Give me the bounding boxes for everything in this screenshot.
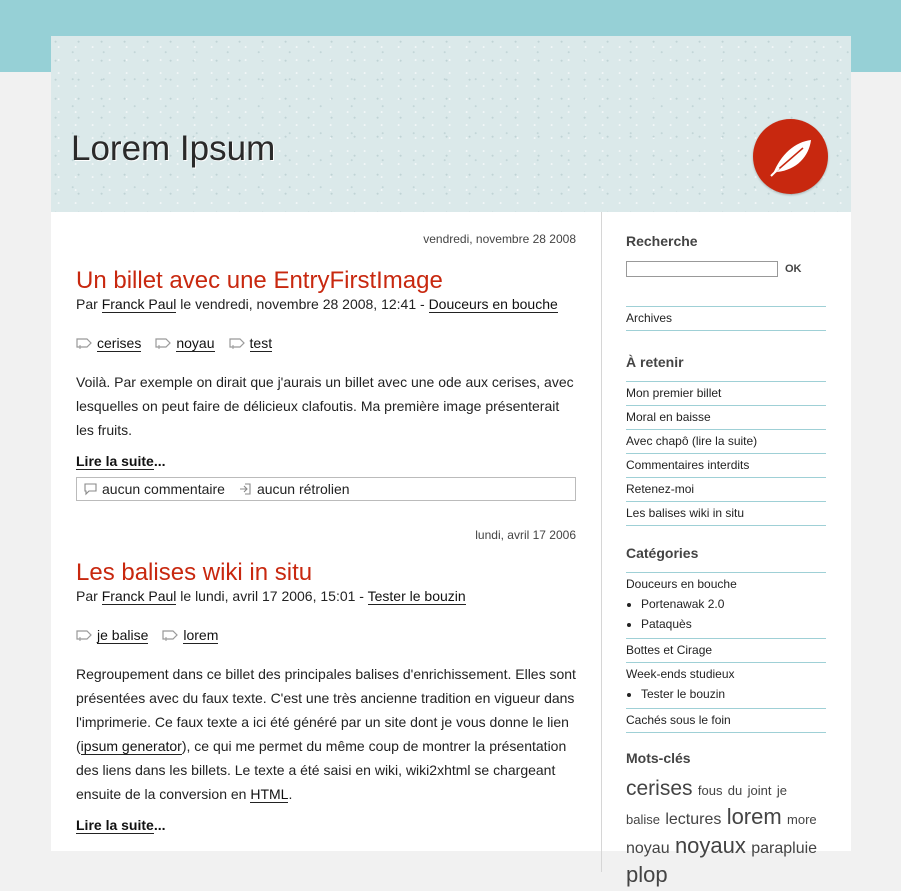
category-link[interactable]: Tester le bouzin [367, 588, 466, 604]
list-item[interactable]: Commentaires interdits [626, 454, 826, 478]
tag-icon [76, 337, 92, 349]
list-item[interactable]: Retenez-moi [626, 478, 826, 502]
tag[interactable]: je balise [76, 627, 148, 644]
tag-link[interactable]: fous [697, 783, 723, 798]
tag-cloud [626, 776, 826, 891]
tags-title: Mots-clés [626, 750, 691, 766]
list-item[interactable]: Mon premier billet [626, 381, 826, 406]
post [76, 212, 576, 501]
tag-icon [162, 629, 178, 641]
list-item[interactable]: Les balises wiki in situ [626, 502, 826, 526]
post-info: Par Franck Paul le lundi, avril 17 2006, 15:01 - Tester le bouzin [76, 588, 466, 604]
category-item: Douceurs en bouche • Portenawak 2.0 • Pataquès [626, 572, 826, 639]
page [51, 36, 851, 887]
post-body: Regroupement dans ce billet des principales balises d'enrichissement. Elles sont présentées avec du faux texte. C'est une très ancienne tradition en vigueur dans l'imprimerie. Ce faux texte a ici été généré par un site dont je vous donne le lien (ipsum generator), ce qui me permet du même coup de montrer la présentation des liens dans les billets. Le texte a été saisi en wiki, wiki2xhtml se chargeant ensuite de la conversion en HTML. [76, 666, 576, 802]
trackbacks-link[interactable]: aucun rétrolien [239, 481, 350, 497]
post-tags [76, 626, 576, 644]
site-header [51, 36, 851, 212]
tag-link[interactable]: joint [747, 783, 772, 798]
site-title[interactable]: Lorem Ipsum [71, 129, 276, 168]
ok-button[interactable]: OK [785, 263, 802, 275]
sidebar [601, 212, 852, 887]
post-title[interactable]: Les balises wiki in situ [76, 559, 313, 586]
category-item: Week-ends studieux • Tester le bouzin [626, 663, 826, 709]
tag[interactable]: test [229, 335, 273, 352]
post-tags [76, 334, 576, 352]
tag-icon [155, 337, 171, 349]
post-body: Voilà. Par exemple on dirait que j'aurais un billet avec une ode aux cerises, avec lesquelles on peut faire de délicieux clafoutis. Ma première image présenterait les fruits. [76, 374, 574, 438]
search-title: Recherche [626, 233, 698, 249]
list-item[interactable]: Avec chapô (lire la suite) [626, 430, 826, 454]
read-more-link[interactable]: Lire la suite... [76, 453, 166, 469]
categories-widget [626, 545, 826, 733]
categories-title: Catégories [626, 545, 699, 561]
archives-widget [626, 306, 826, 331]
subcategory-item[interactable]: • Pataquès [641, 614, 826, 634]
tag-link[interactable]: plop [626, 862, 668, 887]
tag[interactable]: cerises [76, 335, 141, 352]
category-item[interactable]: Cachés sous le foin [626, 709, 826, 733]
tag-link[interactable]: lorem [726, 804, 782, 829]
tag-link[interactable]: je balise [626, 783, 787, 827]
search-input[interactable] [626, 261, 778, 277]
tags-widget [626, 750, 826, 891]
tag-link[interactable]: parapluie [751, 840, 818, 857]
tag[interactable]: noyau [155, 335, 214, 352]
tag-icon [229, 337, 245, 349]
post-date: vendredi, novembre 28 2008 [423, 232, 576, 246]
main-content [76, 212, 576, 833]
post-title[interactable]: Un billet avec une EntryFirstImage [76, 267, 443, 294]
tag-link[interactable]: noyaux [674, 833, 746, 858]
post [76, 501, 576, 833]
archives-link[interactable]: Archives [626, 306, 826, 331]
tag-link[interactable]: more [787, 812, 817, 827]
tag-link[interactable]: cerises [626, 777, 693, 800]
subcategory-item[interactable]: • Portenawak 2.0 [641, 594, 826, 614]
author-link[interactable]: Franck Paul [101, 296, 177, 312]
search-widget [626, 233, 826, 277]
post-footer [76, 477, 576, 501]
html-link[interactable]: HTML [250, 786, 289, 802]
tag[interactable]: lorem [162, 627, 218, 644]
list-item[interactable]: Moral en baisse [626, 406, 826, 430]
category-link[interactable]: Douceurs en bouche [428, 296, 558, 312]
subcategory-item[interactable]: • Tester le bouzin [641, 684, 826, 704]
retenir-title: À retenir [626, 354, 684, 370]
search-form [626, 261, 826, 277]
ipsum-generator-link[interactable]: ipsum generator [80, 738, 182, 754]
tag-link[interactable]: noyau [626, 840, 670, 857]
leaf-logo-icon[interactable] [753, 119, 828, 194]
author-link[interactable]: Franck Paul [101, 588, 177, 604]
tag-link[interactable]: lectures [665, 811, 722, 828]
read-more-link[interactable]: Lire la suite... [76, 817, 166, 833]
tag-icon [76, 629, 92, 641]
comment-icon [84, 483, 97, 495]
trackback-icon [239, 483, 252, 495]
retenir-widget [626, 354, 826, 526]
post-date: lundi, avril 17 2006 [475, 528, 576, 542]
post-info: Par Franck Paul le vendredi, novembre 28 2008, 12:41 - Douceurs en bouche [76, 296, 558, 312]
tag-link[interactable]: du [727, 783, 743, 798]
comments-link[interactable]: aucun commentaire [84, 481, 225, 497]
category-item[interactable]: Bottes et Cirage [626, 639, 826, 663]
